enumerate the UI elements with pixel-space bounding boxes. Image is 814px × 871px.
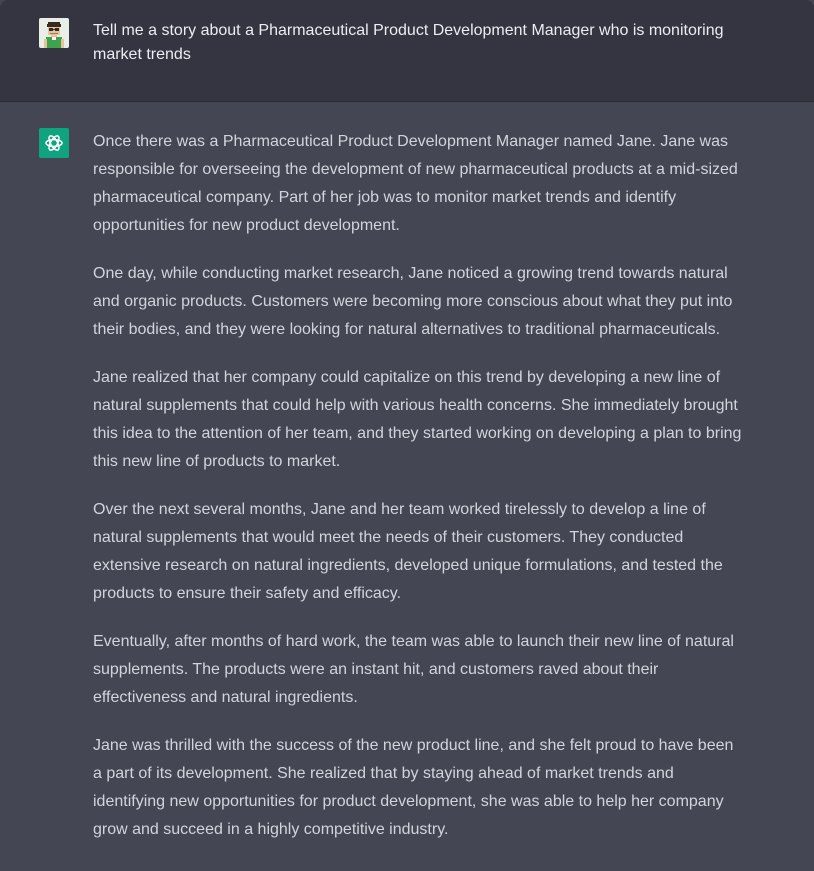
story-paragraph: Jane realized that her company could capitalize on this trend by developing a new line of natural supplements that could help with various health concerns. She immediately brought this idea to the attention of her team, and they started working on developing a plan to bring this new line of products to market. [93, 369, 742, 470]
story-paragraph: Over the next several months, Jane and her team worked tirelessly to develop a line of natural supplements that would meet the needs of their customers. They conducted extensive research on natural ingredients, developed unique formulations, and tested the products to ensure their safety and efficacy. [93, 501, 723, 602]
story-paragraph: Jane was thrilled with the success of the new product line, and she felt proud to have been a part of its development. She realized that by staying ahead of market trends and identifying new opportunities for product development, she was able to help her company grow and succeed in a highly competitive industry. [93, 737, 734, 838]
assistant-message-row [0, 102, 814, 871]
openai-logo-icon [39, 128, 69, 158]
user-message-row [0, 0, 814, 102]
user-message-text: Tell me a story about a Pharmaceutical Product Development Manager who is monitoring market trends [93, 22, 724, 63]
assistant-message-text [93, 128, 745, 864]
story-paragraph: Eventually, after months of hard work, the team was able to launch their new line of natural supplements. The products were an instant hit, and customers raved about their effectiveness and natural ingredients. [93, 633, 734, 706]
pixel-person-avatar-icon [39, 18, 69, 48]
story-paragraph: One day, while conducting market research, Jane noticed a growing trend towards natural and organic products. Customers were becoming more conscious about what they put into their bodies, and they were looking for natural alternatives to traditional pharmaceuticals. [93, 265, 733, 338]
story-paragraph: Once there was a Pharmaceutical Product Development Manager named Jane. Jane was responsible for overseeing the development of new pharmaceutical products at a mid-sized pharmaceutical company. Part of her job was to monitor market trends and identify opportunities for new product development. [93, 133, 738, 234]
